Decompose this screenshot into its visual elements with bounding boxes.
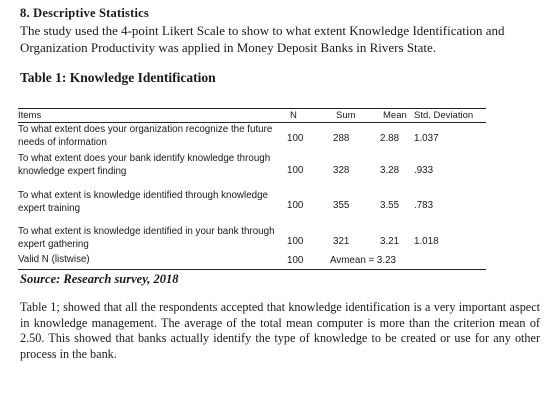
header-items: Items (18, 110, 42, 121)
row-2-sum: 328 (333, 165, 350, 176)
row-1-sum: 288 (333, 133, 350, 144)
row-4-mean: 3.21 (380, 236, 400, 247)
valid-n-label: Valid N (listwise) (18, 254, 90, 265)
header-n: N (290, 110, 297, 121)
header-std-deviation: Std. Deviation (414, 110, 474, 121)
average-mean: Avmean = 3.23 (330, 255, 396, 266)
row-1-item: To what extent does your organization recognize the future needs of information (18, 124, 273, 148)
row-2-mean: 3.28 (380, 165, 400, 176)
row-1-n: 100 (287, 133, 304, 144)
table-top-rule (18, 108, 486, 109)
row-4-sum: 321 (333, 236, 350, 247)
table-caption: Table 1: Knowledge Identification (20, 70, 216, 85)
row-2-item: To what extent does your bank identify knowledge through knowledge expert finding (18, 153, 271, 177)
row-3-mean: 3.55 (380, 200, 400, 211)
conclusion-paragraph: Table 1; showed that all the respondents accepted that knowledge identification is a very important aspect in knowledge management. The average of the total mean computer is more than the criterion mean of 2.50. This showed that banks actually identify the type of knowledge to be created or use for any other process in the bank. (20, 300, 540, 361)
row-1-std: 1.037 (414, 133, 439, 144)
row-3-sum: 355 (333, 200, 350, 211)
row-3-n: 100 (287, 200, 304, 211)
row-1-mean: 2.88 (380, 133, 400, 144)
source-note: Source: Research survey, 2018 (20, 272, 179, 286)
row-2-std: .933 (414, 165, 434, 176)
table-bottom-rule (18, 269, 486, 270)
section-heading: 8. Descriptive Statistics (20, 6, 149, 20)
header-mean: Mean (383, 110, 407, 121)
row-4-std: 1.018 (414, 236, 439, 247)
row-4-n: 100 (287, 236, 304, 247)
header-sum: Sum (336, 110, 356, 121)
row-3-std: .783 (414, 200, 434, 211)
valid-n-value: 100 (287, 255, 304, 266)
table-header-rule (18, 122, 486, 123)
intro-paragraph: The study used the 4-point Likert Scale to show to what extent Knowledge Identification and Organization Productivity was applied in Money Deposit Banks in Rivers State. (20, 23, 505, 55)
row-3-item: To what extent is knowledge identified through knowledge expert training (18, 190, 268, 214)
row-4-item: To what extent is knowledge identified in your bank through expert gathering (18, 226, 275, 250)
row-2-n: 100 (287, 165, 304, 176)
